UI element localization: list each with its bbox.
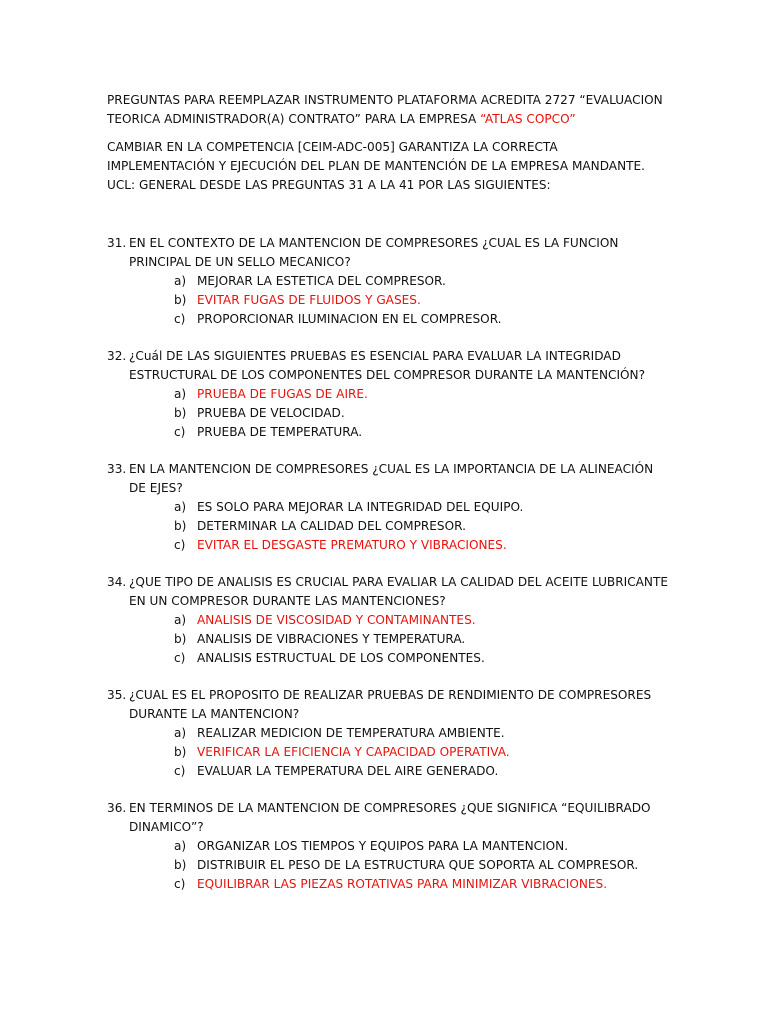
option-letter: c) [174, 538, 186, 552]
intro-text: PREGUNTAS PARA REEMPLAZAR INSTRUMENTO PLATAFORMA ACREDITA 2727 “EVALUACION TEORICA ADMINISTRADOR(A) CONTRATO” PARA LA EMPRESA [107, 93, 663, 126]
option-letter: b) [174, 406, 187, 420]
question-item [0, 573, 768, 668]
option-letter: a) [174, 274, 187, 288]
answer-option-correct [0, 536, 768, 555]
option-text: PRUEBA DE FUGAS DE AIRE. [197, 387, 368, 401]
question-text: ¿QUE TIPO DE ANALISIS ES CRUCIAL PARA EVALIAR LA CALIDAD DEL ACEITE LUBRICANTE EN UN COMPRESOR DURANTE LAS MANTENCIONES? [129, 575, 668, 608]
question-number: 33. [107, 462, 127, 476]
answer-option [0, 404, 768, 423]
answer-option [0, 310, 768, 329]
option-text: ORGANIZAR LOS TIEMPOS Y EQUIPOS PARA LA MANTENCION. [197, 839, 569, 853]
option-text: ES SOLO PARA MEJORAR LA INTEGRIDAD DEL EQUIPO. [197, 500, 524, 514]
answer-option [0, 272, 768, 291]
option-letter: c) [174, 312, 186, 326]
answer-option-correct [0, 611, 768, 630]
option-text: EQUILIBRAR LAS PIEZAS ROTATIVAS PARA MINIMIZAR VIBRACIONES. [197, 877, 608, 891]
option-text: PROPORCIONAR ILUMINACION EN EL COMPRESOR. [197, 312, 502, 326]
question-number: 35. [107, 688, 127, 702]
answer-option [0, 856, 768, 875]
option-letter: b) [174, 745, 187, 759]
option-letter: a) [174, 839, 187, 853]
option-letter: a) [174, 726, 187, 740]
option-text: PRUEBA DE TEMPERATURA. [197, 425, 363, 439]
option-text: PRUEBA DE VELOCIDAD. [197, 406, 345, 420]
intro-paragraph [107, 91, 667, 129]
question-item [0, 460, 768, 555]
company-name: “ATLAS COPCO” [480, 112, 576, 126]
competency-note [107, 138, 667, 195]
option-letter: c) [174, 651, 186, 665]
option-letter: c) [174, 877, 186, 891]
option-text: ANALISIS DE VISCOSIDAD Y CONTAMINANTES. [197, 613, 476, 627]
answer-option [0, 837, 768, 856]
option-text: ANALISIS ESTRUCTUAL DE LOS COMPONENTES. [197, 651, 485, 665]
option-text: ANALISIS DE VIBRACIONES Y TEMPERATURA. [197, 632, 466, 646]
answer-option [0, 423, 768, 442]
question-text: ¿Cuál DE LAS SIGUIENTES PRUEBAS ES ESENCIAL PARA EVALUAR LA INTEGRIDAD ESTRUCTURAL DE LOS COMPONENTES DEL COMPRESOR DURANTE LA MANTENCIÓN? [129, 349, 645, 382]
option-letter: a) [174, 613, 187, 627]
option-letter: c) [174, 764, 186, 778]
answer-option [0, 630, 768, 649]
option-text: MEJORAR LA ESTETICA DEL COMPRESOR. [197, 274, 446, 288]
question-item [0, 347, 768, 442]
option-text: EVITAR EL DESGASTE PREMATURO Y VIBRACIONES. [197, 538, 507, 552]
option-letter: b) [174, 632, 187, 646]
question-number: 32. [107, 349, 127, 363]
option-letter: b) [174, 519, 187, 533]
answer-option-correct [0, 291, 768, 310]
option-letter: b) [174, 293, 187, 307]
question-item [0, 234, 768, 329]
option-letter: b) [174, 858, 187, 872]
question-text: EN LA MANTENCION DE COMPRESORES ¿CUAL ES LA IMPORTANCIA DE LA ALINEACIÓN DE EJES? [129, 462, 654, 495]
answer-option-correct [0, 743, 768, 762]
document-intro [107, 91, 667, 129]
question-item [0, 686, 768, 781]
question-text: EN EL CONTEXTO DE LA MANTENCION DE COMPRESORES ¿CUAL ES LA FUNCION PRINCIPAL DE UN SELLO MECANICO? [129, 236, 619, 269]
option-text: EVITAR FUGAS DE FLUIDOS Y GASES. [197, 293, 421, 307]
option-text: DETERMINAR LA CALIDAD DEL COMPRESOR. [197, 519, 466, 533]
option-letter: a) [174, 387, 187, 401]
question-number: 34. [107, 575, 127, 589]
option-letter: c) [174, 425, 186, 439]
question-number: 31. [107, 236, 127, 250]
option-text: DISTRIBUIR EL PESO DE LA ESTRUCTURA QUE SOPORTA AL COMPRESOR. [197, 858, 639, 872]
question-number: 36. [107, 801, 127, 815]
answer-option [0, 498, 768, 517]
option-text: EVALUAR LA TEMPERATURA DEL AIRE GENERADO. [197, 764, 499, 778]
competency-paragraph: CAMBIAR EN LA COMPETENCIA [CEIM-ADC-005] GARANTIZA LA CORRECTA IMPLEMENTACIÓN Y EJECUCIÓN DEL PLAN DE MANTENCIÓN DE LA EMPRESA MANDANTE. UCL: GENERAL DESDE LAS PREGUNTAS 31 A LA 41 POR LAS SIGUIENTES: [107, 140, 645, 192]
question-item [0, 799, 768, 894]
question-text: EN TERMINOS DE LA MANTENCION DE COMPRESORES ¿QUE SIGNIFICA “EQUILIBRADO DINAMICO”? [129, 801, 651, 834]
answer-option [0, 762, 768, 781]
question-text: ¿CUAL ES EL PROPOSITO DE REALIZAR PRUEBAS DE RENDIMIENTO DE COMPRESORES DURANTE LA MANTENCION? [129, 688, 652, 721]
answer-option [0, 724, 768, 743]
option-text: REALIZAR MEDICION DE TEMPERATURA AMBIENTE. [197, 726, 505, 740]
answer-option-correct [0, 385, 768, 404]
option-text: VERIFICAR LA EFICIENCIA Y CAPACIDAD OPERATIVA. [197, 745, 510, 759]
option-letter: a) [174, 500, 187, 514]
answer-option [0, 517, 768, 536]
question-list [0, 234, 768, 912]
answer-option [0, 649, 768, 668]
answer-option-correct [0, 875, 768, 894]
